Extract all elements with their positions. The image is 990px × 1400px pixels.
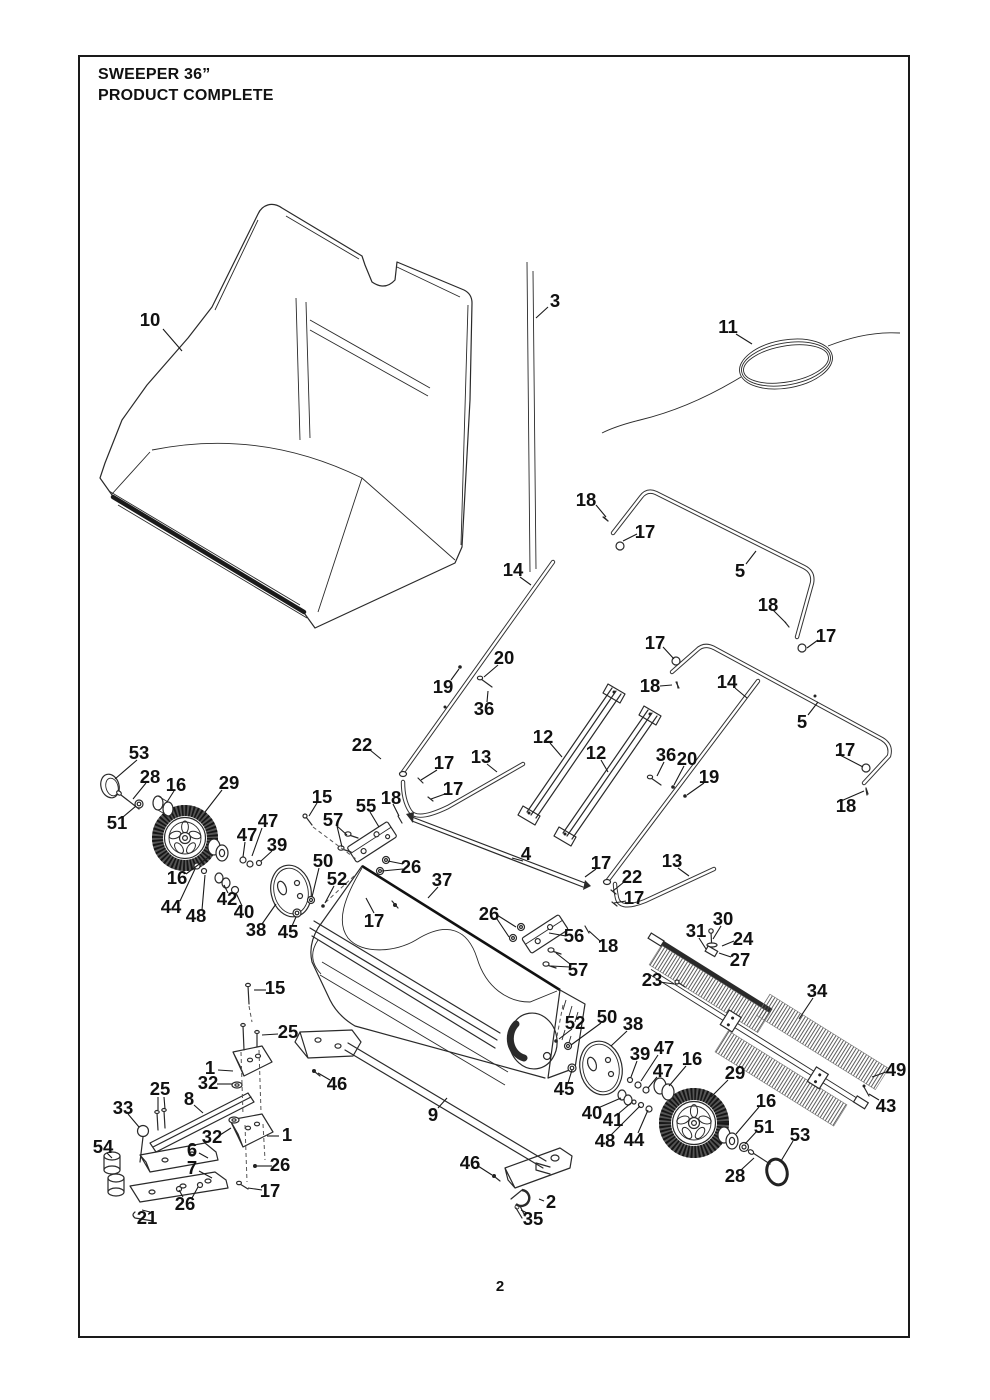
part-callout-5: 5 — [796, 711, 808, 732]
part-callout-44: 44 — [623, 1129, 645, 1150]
part-callout-31: 31 — [685, 920, 707, 941]
part-callout-36: 36 — [655, 744, 677, 765]
part-callout-18: 18 — [639, 675, 661, 696]
part-callout-14: 14 — [716, 671, 738, 692]
part-callout-36: 36 — [473, 698, 495, 719]
part-callout-25: 25 — [149, 1078, 171, 1099]
part-callout-48: 48 — [594, 1130, 616, 1151]
part-callout-21: 21 — [136, 1207, 158, 1228]
part-callout-28: 28 — [724, 1165, 746, 1186]
part-callout-56: 56 — [563, 925, 585, 946]
part-callout-51: 51 — [753, 1116, 775, 1137]
part-callout-35: 35 — [522, 1208, 544, 1229]
part-callout-33: 33 — [112, 1097, 134, 1118]
part-callout-38: 38 — [622, 1013, 644, 1034]
part-callout-17: 17 — [815, 625, 837, 646]
part-callout-14: 14 — [502, 559, 524, 580]
part-callout-8: 8 — [183, 1088, 195, 1109]
part-callout-16: 16 — [681, 1048, 703, 1069]
part-callout-26: 26 — [269, 1154, 291, 1175]
part-callout-55: 55 — [355, 795, 377, 816]
part-callout-40: 40 — [581, 1102, 603, 1123]
part-callout-29: 29 — [218, 772, 240, 793]
part-callout-18: 18 — [597, 935, 619, 956]
part-callout-17: 17 — [433, 752, 455, 773]
part-callout-26: 26 — [478, 903, 500, 924]
part-callout-28: 28 — [139, 766, 161, 787]
part-callout-18: 18 — [380, 787, 402, 808]
part-callout-19: 19 — [432, 676, 454, 697]
part-callout-1: 1 — [204, 1057, 216, 1078]
part-callout-24: 24 — [732, 928, 754, 949]
part-callout-41: 41 — [602, 1109, 624, 1130]
part-callout-18: 18 — [835, 795, 857, 816]
part-callout-45: 45 — [277, 921, 299, 942]
part-callout-27: 27 — [729, 949, 751, 970]
part-callout-47: 47 — [236, 824, 258, 845]
part-callout-6: 6 — [186, 1139, 198, 1160]
part-callout-16: 16 — [755, 1090, 777, 1111]
part-callout-53: 53 — [128, 742, 150, 763]
part-callout-26: 26 — [400, 856, 422, 877]
part-callout-15: 15 — [311, 786, 333, 807]
part-callout-17: 17 — [442, 778, 464, 799]
part-callout-57: 57 — [567, 959, 589, 980]
part-callout-5: 5 — [734, 560, 746, 581]
part-callout-51: 51 — [106, 812, 128, 833]
part-callout-45: 45 — [553, 1078, 575, 1099]
page-number: 2 — [495, 1278, 505, 1295]
part-callout-52: 52 — [326, 868, 348, 889]
part-callout-17: 17 — [259, 1180, 281, 1201]
part-callout-43: 43 — [875, 1095, 897, 1116]
part-callout-22: 22 — [621, 866, 643, 887]
part-callout-32: 32 — [197, 1072, 219, 1093]
part-callout-18: 18 — [757, 594, 779, 615]
part-callout-3: 3 — [549, 290, 561, 311]
part-callout-30: 30 — [712, 908, 734, 929]
part-callout-39: 39 — [266, 834, 288, 855]
part-callout-29: 29 — [724, 1062, 746, 1083]
part-callout-12: 12 — [585, 742, 607, 763]
part-callout-40: 40 — [233, 901, 255, 922]
part-callout-13: 13 — [661, 850, 683, 871]
part-callout-54: 54 — [92, 1136, 114, 1157]
part-callout-46: 46 — [459, 1152, 481, 1173]
part-callout-39: 39 — [629, 1043, 651, 1064]
part-callout-20: 20 — [676, 748, 698, 769]
part-callout-9: 9 — [427, 1104, 439, 1125]
part-callout-25: 25 — [277, 1021, 299, 1042]
part-callout-38: 38 — [245, 919, 267, 940]
part-callout-10: 10 — [139, 309, 161, 330]
part-callout-50: 50 — [312, 850, 334, 871]
part-callout-50: 50 — [596, 1006, 618, 1027]
part-callout-47: 47 — [653, 1037, 675, 1058]
title-line-1: SWEEPER 36” — [98, 66, 211, 83]
part-callout-17: 17 — [634, 521, 656, 542]
part-callout-16: 16 — [166, 867, 188, 888]
part-callout-48: 48 — [185, 905, 207, 926]
part-callout-17: 17 — [590, 852, 612, 873]
part-callout-12: 12 — [532, 726, 554, 747]
title-line-2: PRODUCT COMPLETE — [98, 87, 274, 105]
part-callout-49: 49 — [885, 1059, 907, 1080]
part-callout-47: 47 — [652, 1060, 674, 1081]
part-callout-2: 2 — [545, 1191, 557, 1212]
part-callout-32: 32 — [201, 1126, 223, 1147]
part-callout-22: 22 — [351, 734, 373, 755]
part-callout-16: 16 — [165, 774, 187, 795]
part-callout-1: 1 — [281, 1124, 293, 1145]
part-callout-17: 17 — [363, 910, 385, 931]
part-callout-17: 17 — [644, 632, 666, 653]
part-callout-13: 13 — [470, 746, 492, 767]
part-callout-52: 52 — [564, 1012, 586, 1033]
part-callout-26: 26 — [174, 1193, 196, 1214]
part-callout-15: 15 — [264, 977, 286, 998]
part-callout-17: 17 — [834, 739, 856, 760]
part-callout-17: 17 — [623, 887, 645, 908]
part-callout-11: 11 — [718, 316, 738, 337]
part-callout-46: 46 — [326, 1073, 348, 1094]
part-callout-57: 57 — [322, 809, 344, 830]
part-callout-23: 23 — [641, 969, 663, 990]
part-callout-44: 44 — [160, 896, 182, 917]
diagram-title — [98, 64, 274, 106]
part-callout-34: 34 — [806, 980, 828, 1001]
part-callout-53: 53 — [789, 1124, 811, 1145]
part-callout-19: 19 — [698, 766, 720, 787]
part-callout-20: 20 — [493, 647, 515, 668]
part-callout-37: 37 — [431, 869, 453, 890]
part-callout-7: 7 — [186, 1157, 198, 1178]
part-callout-18: 18 — [575, 489, 597, 510]
part-callout-4: 4 — [520, 843, 532, 864]
part-callout-42: 42 — [216, 888, 238, 909]
part-callout-47: 47 — [257, 810, 279, 831]
